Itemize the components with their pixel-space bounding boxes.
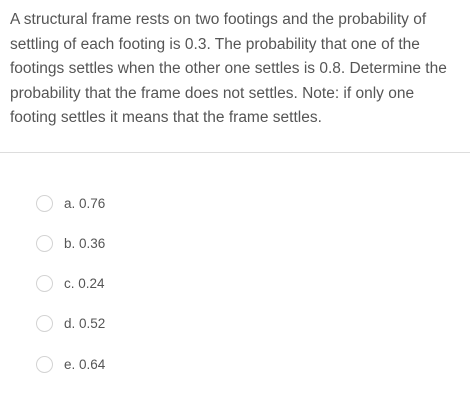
radio-button-d[interactable] bbox=[36, 315, 53, 332]
radio-button-b[interactable] bbox=[36, 235, 53, 252]
option-c[interactable] bbox=[36, 273, 105, 293]
radio-button-e[interactable] bbox=[36, 356, 53, 373]
radio-button-c[interactable] bbox=[36, 275, 53, 292]
option-a[interactable] bbox=[36, 193, 105, 213]
option-e[interactable] bbox=[36, 354, 105, 374]
option-d[interactable] bbox=[36, 313, 105, 333]
option-d-label: d. 0.52 bbox=[64, 315, 106, 331]
option-a-label: a. 0.76 bbox=[64, 195, 106, 211]
option-c-label: c. 0.24 bbox=[64, 275, 105, 291]
radio-button-a[interactable] bbox=[36, 195, 53, 212]
section-divider bbox=[0, 152, 470, 153]
question-text: A structural frame rests on two footings and the probability of settling of each footing is 0.3. The probability that one of the footings settles when the other one settles is 0.8. Determine the probability that the frame does not settles. Note: if only one footing settles it means that the frame settles. bbox=[10, 11, 447, 126]
option-b-label: b. 0.36 bbox=[64, 235, 106, 251]
option-e-label: e. 0.64 bbox=[64, 356, 106, 372]
option-b[interactable] bbox=[36, 233, 105, 253]
